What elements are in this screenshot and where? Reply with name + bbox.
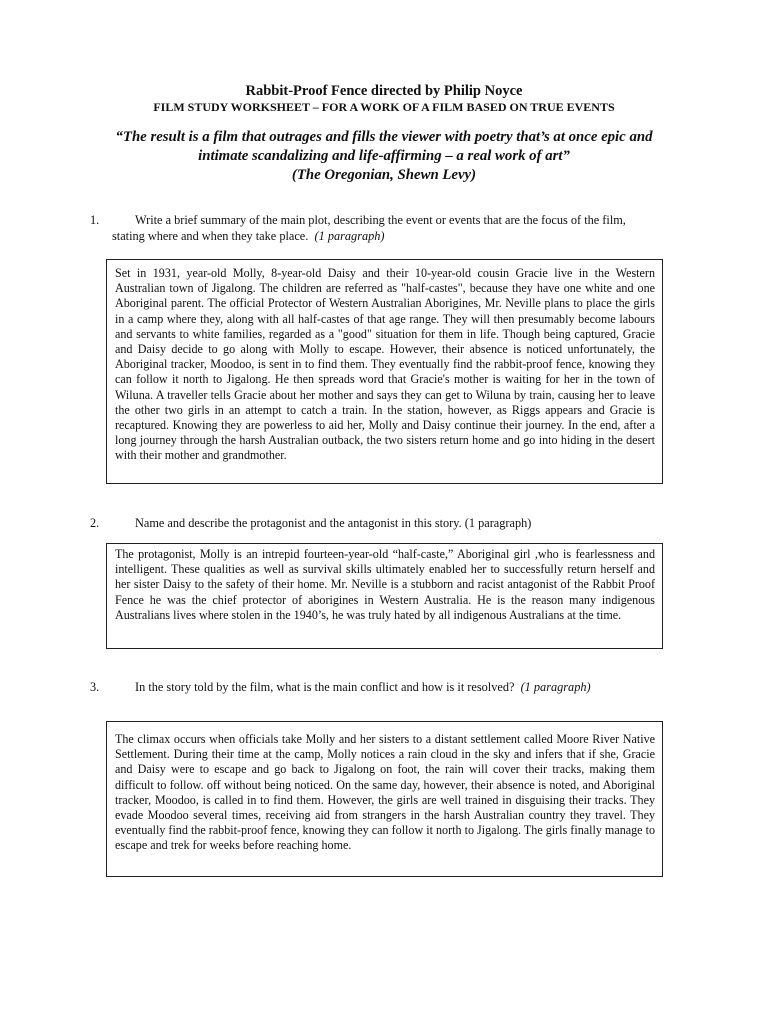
review-quote	[90, 128, 678, 185]
quote-line-2: intimate scandalizing and life-affirming – a real work of art”	[198, 148, 570, 164]
question-number: 3.	[90, 680, 100, 694]
question-number: 2.	[90, 516, 100, 530]
question-text-container	[135, 679, 675, 695]
question-text: Name and describe the protagonist and the antagonist in this story. (1 paragraph)	[135, 516, 532, 530]
answer-text: Set in 1931, year-old Molly, 8-year-old Daisy and their 10-year-old cousin Gracie live in the Western Australian town of Jigalong. The children are referred as "half-castes", because they have one white and one Aboriginal parent. The official Protector of Western Australian Aborigines, Mr. Neville plans to place the girls in a camp where they, along with all half-castes of that age range. They will then presumably become labours and servants to white families, regarded as a "good" situation for them in life. Though being captured, Gracie and Daisy decide to go along with Molly to escape. However, their absence is noticed unfortunately, the Aboriginal tracker, Moodoo, is sent in to find them. They eventually find the rabbit-proof fence, knowing they can follow it north to Jigalong. He then spreads word that Gracie's mother is waiting for her in the town of Wiluna. A traveller tells Gracie about her mother and says they can get to Wiluna by train, causing her to leave the other two girls in an attempt to catch a train. In the station, however, as Riggs appears and Gracie is recaptured. Knowing they are powerless to aid her, Molly and Daisy continue their journey. In the end, after a long journey through the harsh Australian outback, the two sisters return home and go into hiding in the desert with their mother and grandmother.	[115, 266, 655, 463]
answer-text: The protagonist, Molly is an intrepid fourteen-year-old “half-caste,” Aboriginal girl ,who is fearlessness and intelligent. These qualities as well as survival skills ultimately enabled her to successfully return herself and her sister Daisy to the safety of their home. Mr. Neville is a stubborn and racist antagonist of the Rabbit Proof Fence he was the chief protector of aborigines in Western Australia. He is the reason many indigenous Australians lives where stolen in the 1940’s, he was truly hated by all indigenous Australians at the time.	[115, 547, 655, 622]
question-number: 1.	[90, 213, 100, 227]
question-2	[90, 515, 690, 533]
answer-box-3	[106, 721, 663, 877]
question-hint: (1 paragraph)	[314, 229, 385, 243]
question-1	[90, 212, 690, 246]
question-text: In the story told by the film, what is the main conflict and how is it resolved?	[135, 680, 515, 694]
quote-line-1: “The result is a film that outrages and fills the viewer with poetry that’s at once epic and	[115, 129, 653, 145]
document-subtitle: FILM STUDY WORKSHEET – FOR A WORK OF A FILM BASED ON TRUE EVENTS	[153, 100, 615, 114]
question-hint: (1 paragraph)	[520, 680, 591, 694]
answer-text: The climax occurs when officials take Molly and her sisters to a distant settlement called Moore River Native Settlement. During their time at the camp, Molly notices a rain cloud in the sky and infers that if she, Gracie and Daisy were to escape and go back to Jigalong on foot, the rain will cover their tracks, making them difficult to follow. off without being noticed. On the same day, however, their absence is noted, and Aboriginal tracker, Moodoo, is called in to find them. However, the girls are well trained in disguising their tracks. They evade Moodoo several times, receiving aid from strangers in the harsh Australian country they travel. They eventually find the rabbit-proof fence, knowing they can follow it north to Jigalong. The girls finally manage to escape and trek for weeks before reaching home.	[115, 732, 655, 853]
quote-source: (The Oregonian, Shewn Levy)	[291, 167, 477, 183]
question-text: Write a brief summary of the main plot, describing the event or events that are the focus of the film,	[135, 213, 626, 227]
question-text-continued	[112, 228, 385, 244]
question-text-line-2: stating where and when they take place.	[112, 229, 309, 243]
question-3	[90, 679, 690, 697]
answer-box-2	[106, 543, 663, 649]
document-title: Rabbit-Proof Fence directed by Philip Noyce	[245, 83, 523, 99]
answer-box-1	[106, 259, 663, 484]
